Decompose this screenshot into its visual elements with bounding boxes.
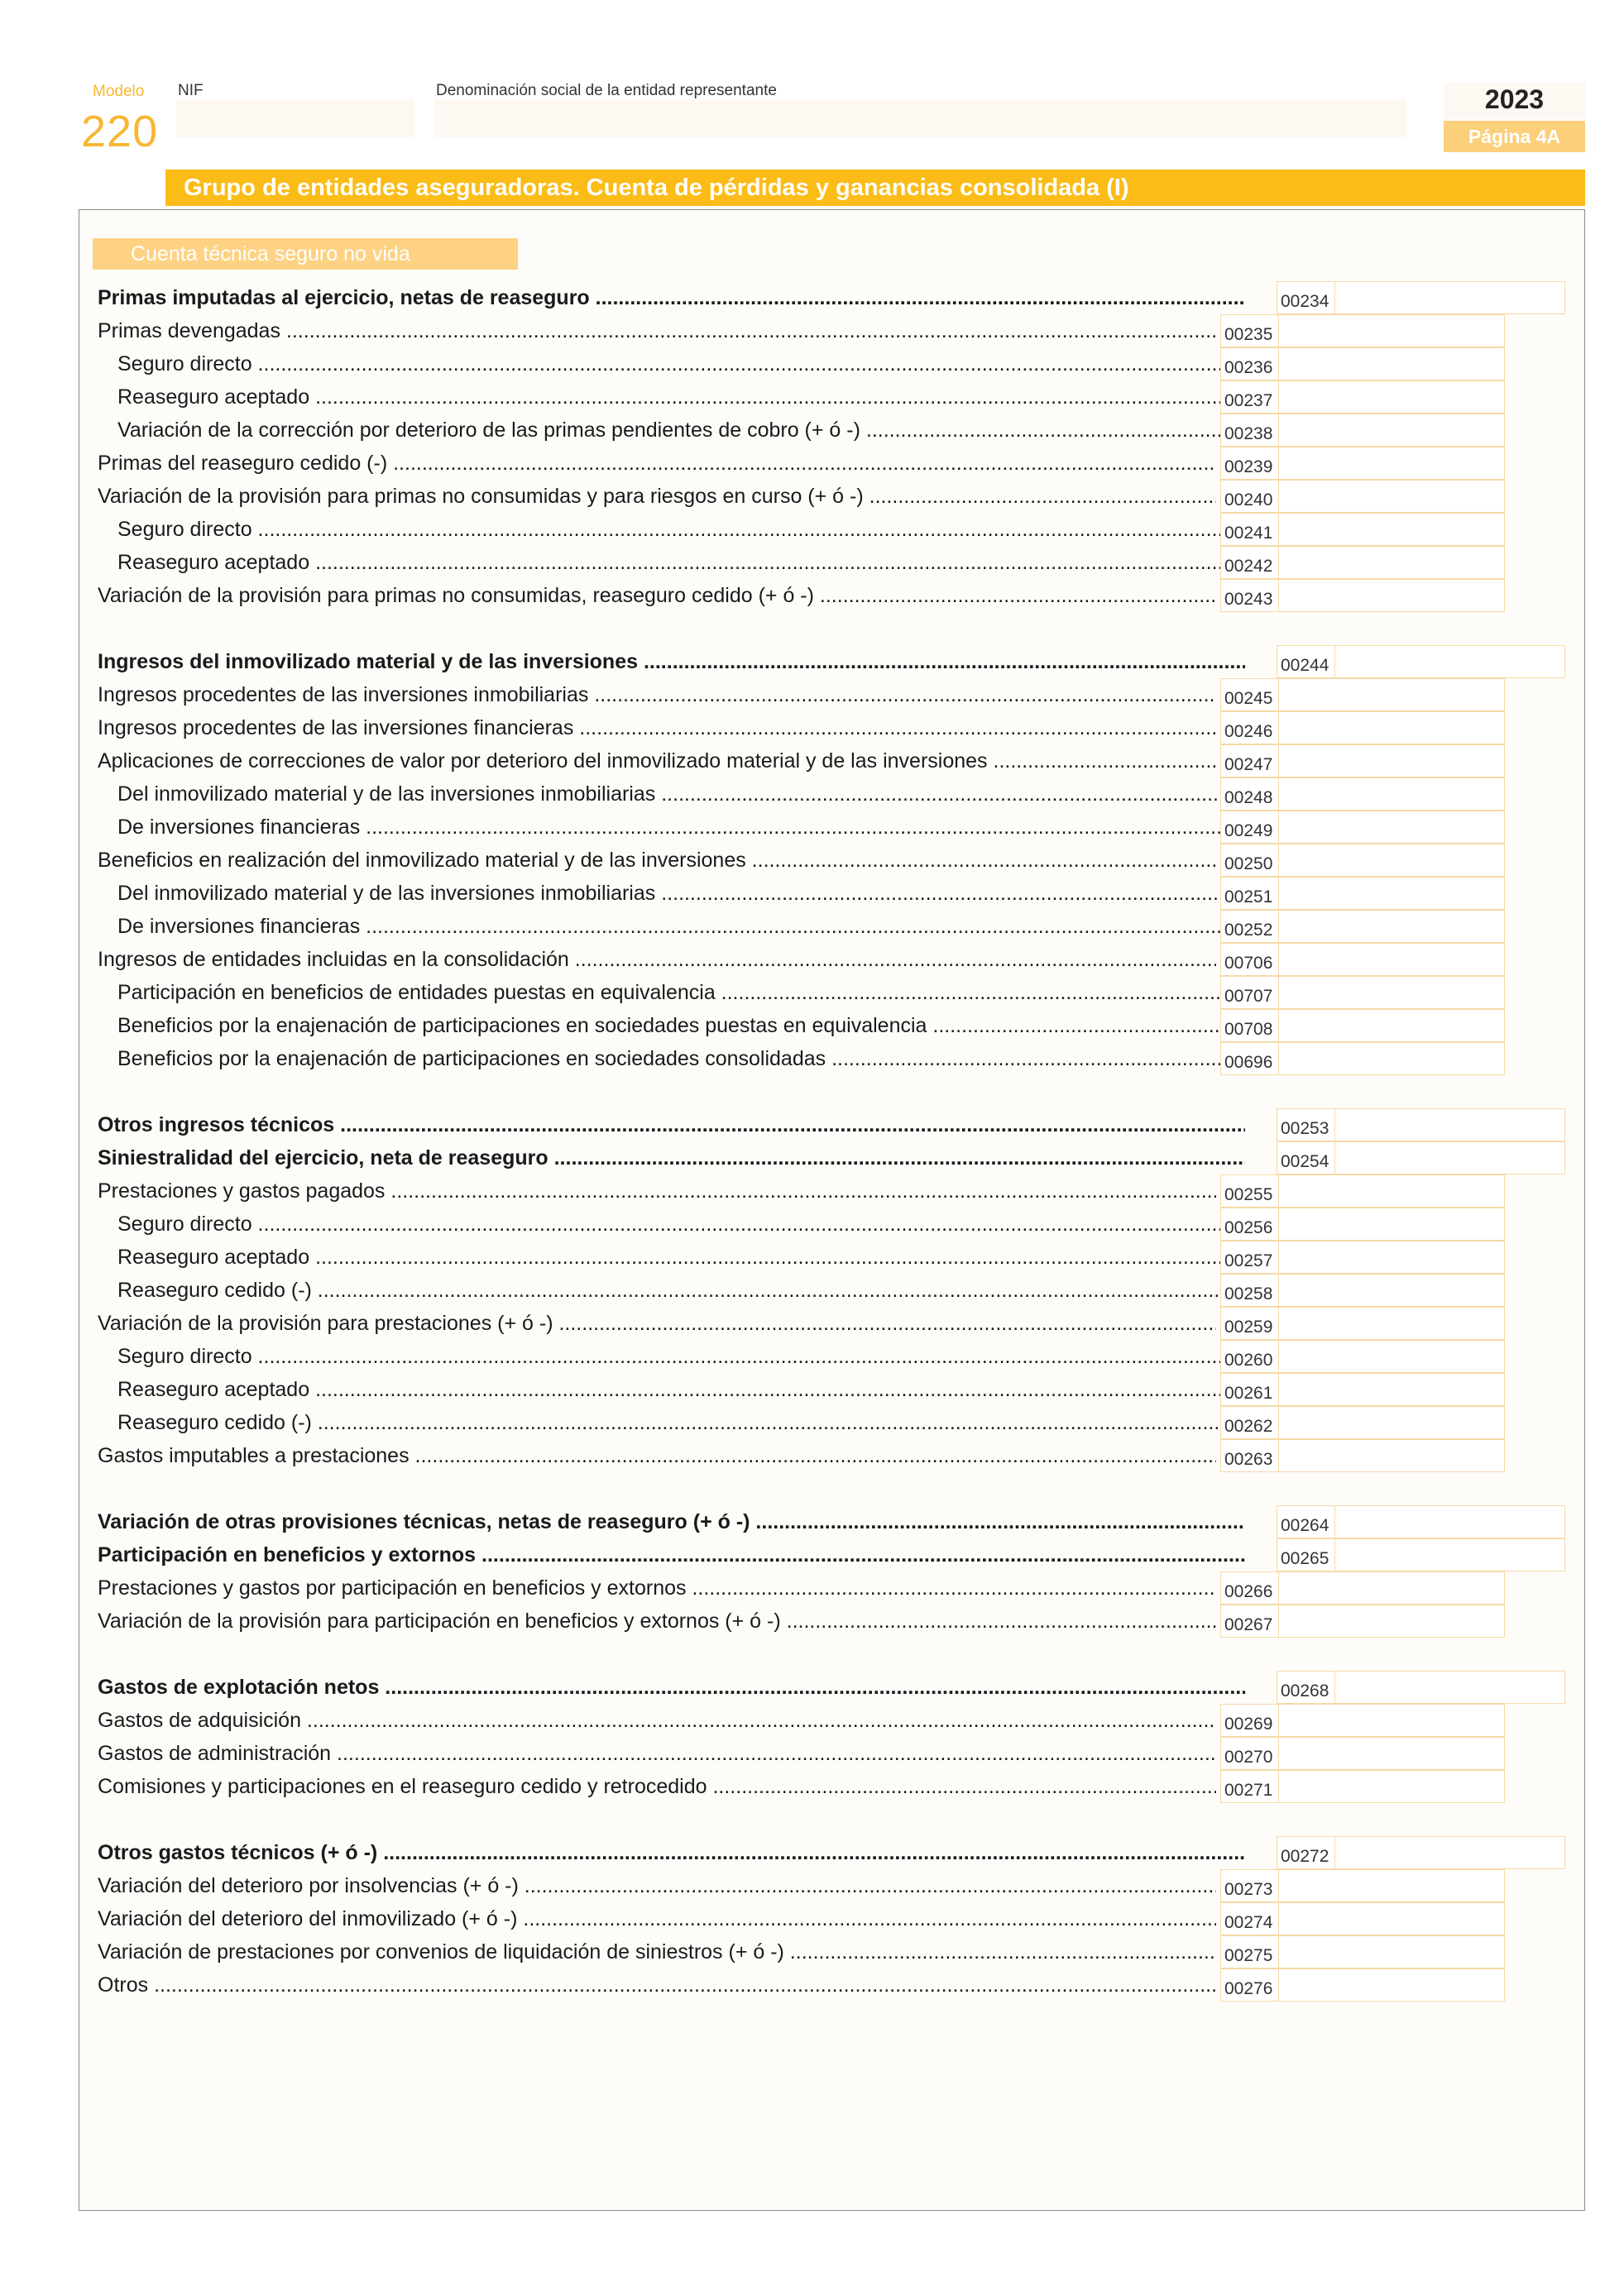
row-code: 00235 xyxy=(1220,314,1278,347)
amount-field[interactable] xyxy=(1334,1505,1565,1538)
amount-field[interactable] xyxy=(1334,1538,1565,1571)
row-label: De inversiones financieras ..... xyxy=(98,816,1236,839)
row-code: 00244 xyxy=(1277,645,1334,678)
amount-field[interactable] xyxy=(1278,844,1505,877)
amount-field[interactable] xyxy=(1334,281,1565,314)
row-code: 00265 xyxy=(1277,1538,1334,1571)
amount-field[interactable] xyxy=(1334,1141,1565,1174)
row-code: 00269 xyxy=(1220,1704,1278,1737)
row-label: Seguro directo ..... xyxy=(98,352,1236,376)
row-code: 00255 xyxy=(1220,1174,1278,1208)
amount-field[interactable] xyxy=(1278,1704,1505,1737)
row-label: Variación de la provisión para prestaciones (+ ó -) ..... xyxy=(98,1312,1216,1336)
row-label: Primas imputadas al ejercicio, netas de reaseguro ..... xyxy=(98,286,1245,310)
amount-field[interactable] xyxy=(1278,1902,1505,1935)
row-label: Ingresos de entidades incluidas en la consolidación ..... xyxy=(98,948,1216,972)
row-code: 00252 xyxy=(1220,910,1278,943)
row-label: De inversiones financieras ..... xyxy=(98,915,1236,939)
amount-field[interactable] xyxy=(1278,811,1505,844)
row-label: Variación de la corrección por deterioro de las primas pendientes de cobro (+ ó -) ..... xyxy=(98,419,1236,442)
row-code: 00263 xyxy=(1220,1439,1278,1472)
amount-field[interactable] xyxy=(1278,1406,1505,1439)
row-label: Reaseguro aceptado ..... xyxy=(98,385,1236,409)
row-label: Participación en beneficios de entidades puestas en equivalencia ..... xyxy=(98,981,1236,1005)
row-label: Variación de otras provisiones técnicas, netas de reaseguro (+ ó -) ..... xyxy=(98,1510,1245,1534)
amount-field[interactable] xyxy=(1278,546,1505,579)
amount-field[interactable] xyxy=(1278,347,1505,380)
row-label: Variación de la provisión para participación en beneficios y extornos (+ ó -) ..... xyxy=(98,1610,1216,1634)
amount-field[interactable] xyxy=(1278,1935,1505,1968)
page-title: Grupo de entidades aseguradoras. Cuenta de pérdidas y ganancias consolidada (I) xyxy=(165,170,1585,206)
amount-field[interactable] xyxy=(1278,910,1505,943)
row-code: 00237 xyxy=(1220,380,1278,414)
row-code: 00236 xyxy=(1220,347,1278,380)
amount-field[interactable] xyxy=(1278,513,1505,546)
nif-label: NIF xyxy=(178,82,204,99)
row-label: Beneficios en realización del inmovilizado material y de las inversiones ..... xyxy=(98,849,1216,873)
row-code: 00250 xyxy=(1220,844,1278,877)
row-code: 00268 xyxy=(1277,1671,1334,1704)
row-code: 00246 xyxy=(1220,711,1278,744)
row-label: Beneficios por la enajenación de participaciones en sociedades puestas en equivalencia ..... xyxy=(98,1014,1236,1038)
row-label: Del inmovilizado material y de las inversiones inmobiliarias ..... xyxy=(98,882,1236,906)
row-label: Participación en beneficios y extornos ..... xyxy=(98,1543,1245,1567)
amount-field[interactable] xyxy=(1278,1274,1505,1307)
row-code: 00274 xyxy=(1220,1902,1278,1935)
amount-field[interactable] xyxy=(1334,1108,1565,1141)
row-code: 00267 xyxy=(1220,1605,1278,1638)
section-tab: Cuenta técnica seguro no vida xyxy=(93,238,518,270)
amount-field[interactable] xyxy=(1278,1770,1505,1803)
amount-field[interactable] xyxy=(1278,1869,1505,1902)
amount-field[interactable] xyxy=(1278,1307,1505,1340)
amount-field[interactable] xyxy=(1278,1009,1505,1042)
row-label: Del inmovilizado material y de las inversiones inmobiliarias ..... xyxy=(98,782,1236,806)
row-code: 00234 xyxy=(1277,281,1334,314)
row-code: 00696 xyxy=(1220,1042,1278,1075)
amount-field[interactable] xyxy=(1278,579,1505,612)
row-label: Seguro directo ..... xyxy=(98,1345,1236,1369)
amount-field[interactable] xyxy=(1278,744,1505,777)
amount-field[interactable] xyxy=(1278,380,1505,414)
amount-field[interactable] xyxy=(1278,711,1505,744)
row-label: Reaseguro cedido (-) ..... xyxy=(98,1279,1236,1303)
amount-field[interactable] xyxy=(1278,480,1505,513)
row-code: 00271 xyxy=(1220,1770,1278,1803)
amount-field[interactable] xyxy=(1278,1373,1505,1406)
amount-field[interactable] xyxy=(1278,1571,1505,1605)
row-label: Reaseguro aceptado ..... xyxy=(98,551,1236,575)
row-code: 00706 xyxy=(1220,943,1278,976)
amount-field[interactable] xyxy=(1278,1208,1505,1241)
amount-field[interactable] xyxy=(1278,1340,1505,1373)
amount-field[interactable] xyxy=(1278,1174,1505,1208)
row-label: Aplicaciones de correcciones de valor por deterioro del inmovilizado material y de las inversiones ..... xyxy=(98,749,1216,773)
row-code: 00276 xyxy=(1220,1968,1278,2002)
row-code: 00238 xyxy=(1220,414,1278,447)
amount-field[interactable] xyxy=(1334,645,1565,678)
row-label: Gastos de explotación netos ..... xyxy=(98,1676,1245,1700)
row-code: 00251 xyxy=(1220,877,1278,910)
amount-field[interactable] xyxy=(1278,678,1505,711)
row-code: 00243 xyxy=(1220,579,1278,612)
amount-field[interactable] xyxy=(1278,1241,1505,1274)
row-label: Ingresos del inmovilizado material y de las inversiones ..... xyxy=(98,650,1245,674)
row-code: 00256 xyxy=(1220,1208,1278,1241)
row-label: Siniestralidad del ejercicio, neta de reaseguro ..... xyxy=(98,1146,1245,1170)
amount-field[interactable] xyxy=(1278,447,1505,480)
row-label: Gastos de administración ..... xyxy=(98,1742,1216,1766)
amount-field[interactable] xyxy=(1278,943,1505,976)
row-code: 00259 xyxy=(1220,1307,1278,1340)
row-code: 00241 xyxy=(1220,513,1278,546)
row-code: 00245 xyxy=(1220,678,1278,711)
row-code: 00249 xyxy=(1220,811,1278,844)
row-code: 00270 xyxy=(1220,1737,1278,1770)
row-code: 00707 xyxy=(1220,976,1278,1009)
row-code: 00239 xyxy=(1220,447,1278,480)
row-label: Reaseguro aceptado ..... xyxy=(98,1378,1236,1402)
row-code: 00240 xyxy=(1220,480,1278,513)
amount-field[interactable] xyxy=(1278,777,1505,811)
amount-field[interactable] xyxy=(1334,1836,1565,1869)
row-label: Prestaciones y gastos pagados ..... xyxy=(98,1179,1216,1203)
row-label: Seguro directo ..... xyxy=(98,518,1236,542)
row-code: 00248 xyxy=(1220,777,1278,811)
row-code: 00254 xyxy=(1277,1141,1334,1174)
row-label: Ingresos procedentes de las inversiones inmobiliarias ..... xyxy=(98,683,1216,707)
amount-field[interactable] xyxy=(1278,1737,1505,1770)
year: 2023 xyxy=(1484,84,1545,114)
row-code: 00258 xyxy=(1220,1274,1278,1307)
row-label: Otros ..... xyxy=(98,1973,1216,1997)
amount-field[interactable] xyxy=(1278,1968,1505,2002)
page-badge: Página 4A xyxy=(1444,121,1585,152)
row-label: Ingresos procedentes de las inversiones financieras ..... xyxy=(98,716,1216,740)
amount-field[interactable] xyxy=(1278,414,1505,447)
row-label: Seguro directo ..... xyxy=(98,1213,1236,1236)
row-label: Prestaciones y gastos por participación en beneficios y extornos ..... xyxy=(98,1576,1216,1600)
row-label: Gastos de adquisición ..... xyxy=(98,1709,1216,1733)
amount-field[interactable] xyxy=(1334,1671,1565,1704)
row-code: 00273 xyxy=(1220,1869,1278,1902)
amount-field[interactable] xyxy=(1278,1605,1505,1638)
row-label: Reaseguro cedido (-) ..... xyxy=(98,1411,1236,1435)
row-code: 00253 xyxy=(1277,1108,1334,1141)
amount-field[interactable] xyxy=(1278,1042,1505,1075)
row-label: Reaseguro aceptado ..... xyxy=(98,1246,1236,1270)
row-code: 00242 xyxy=(1220,546,1278,579)
amount-field[interactable] xyxy=(1278,877,1505,910)
row-label: Otros gastos técnicos (+ ó -) ..... xyxy=(98,1841,1245,1865)
row-code: 00260 xyxy=(1220,1340,1278,1373)
row-label: Variación de prestaciones por convenios de liquidación de siniestros (+ ó -) ..... xyxy=(98,1940,1216,1964)
amount-field[interactable] xyxy=(1278,314,1505,347)
row-label: Gastos imputables a prestaciones ..... xyxy=(98,1444,1216,1468)
row-label: Variación de la provisión para primas no consumidas, reaseguro cedido (+ ó -) ..... xyxy=(98,584,1216,608)
row-label: Otros ingresos técnicos ..... xyxy=(98,1113,1245,1137)
row-code: 00266 xyxy=(1220,1571,1278,1605)
row-label: Variación del deterioro del inmovilizado (+ ó -) ..... xyxy=(98,1907,1216,1931)
nif-field[interactable] xyxy=(176,99,414,137)
modelo-number: 220 xyxy=(81,107,159,156)
row-label: Comisiones y participaciones en el reaseguro cedido y retrocedido ..... xyxy=(98,1775,1216,1799)
row-code: 00262 xyxy=(1220,1406,1278,1439)
row-code: 00261 xyxy=(1220,1373,1278,1406)
row-code: 00257 xyxy=(1220,1241,1278,1274)
row-code: 00708 xyxy=(1220,1009,1278,1042)
modelo-label: Modelo xyxy=(93,83,145,100)
row-code: 00275 xyxy=(1220,1935,1278,1968)
row-code: 00247 xyxy=(1220,744,1278,777)
row-code: 00264 xyxy=(1277,1505,1334,1538)
denominacion-label: Denominación social de la entidad representante xyxy=(436,82,777,99)
row-label: Primas devengadas ..... xyxy=(98,319,1216,343)
row-label: Variación de la provisión para primas no consumidas y para riesgos en curso (+ ó -) ..... xyxy=(98,485,1216,509)
row-label: Primas del reaseguro cedido (-) ..... xyxy=(98,452,1216,476)
row-label: Variación del deterioro por insolvencias (+ ó -) ..... xyxy=(98,1874,1216,1898)
amount-field[interactable] xyxy=(1278,1439,1505,1472)
row-label: Beneficios por la enajenación de participaciones en sociedades consolidadas ..... xyxy=(98,1047,1236,1071)
amount-field[interactable] xyxy=(1278,976,1505,1009)
row-code: 00272 xyxy=(1277,1836,1334,1869)
denominacion-field[interactable] xyxy=(434,99,1406,137)
